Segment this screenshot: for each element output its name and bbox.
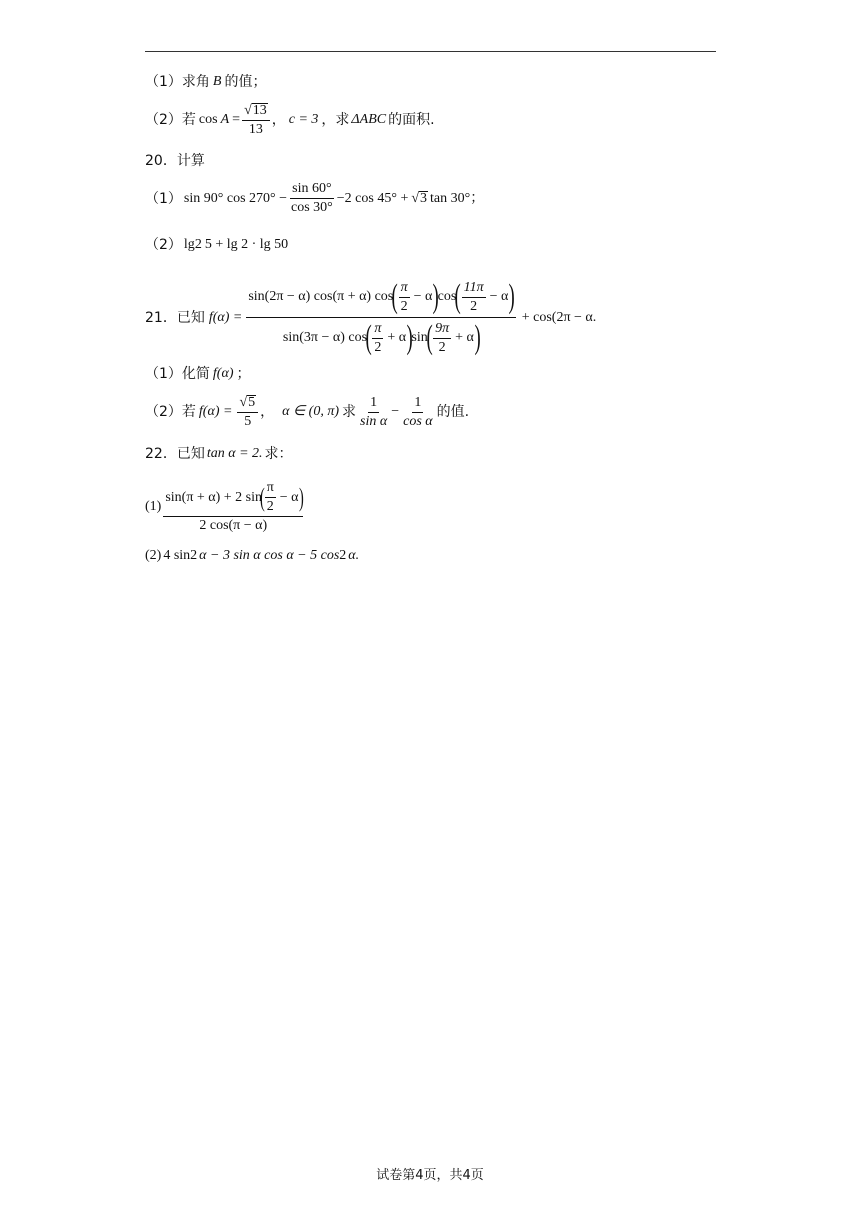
q21-den-plus-alpha-b: + α — [455, 330, 474, 345]
q21-part2-one-a: 1 — [368, 396, 379, 413]
q21-part2-minus: − — [391, 404, 400, 419]
q21-part1 — [145, 367, 250, 381]
q21-den-9pi: 9π — [433, 322, 451, 339]
q21-part2-one-b: 1 — [412, 396, 423, 413]
page-footer: 试卷第4页，共4页 — [376, 1168, 484, 1183]
q19-sep: ， — [271, 112, 286, 128]
q20-part1-expr-c: tan 30°； — [430, 190, 485, 206]
q21-num-two-b: 2 — [470, 298, 478, 314]
q20-part2-sup: 2 — [194, 237, 202, 252]
q19-cos: cos — [198, 112, 218, 127]
q21-tail: + cos(2π − α. — [521, 309, 597, 325]
q19-eq: = — [232, 112, 241, 127]
q22-tan-eq: tan α = 2. — [206, 446, 263, 461]
q21-num-two: 2 — [400, 298, 408, 314]
q20-part2-expr: 5 + lg 2 · lg 50 — [204, 237, 289, 252]
q19-c-eq: c = 3 — [288, 112, 319, 127]
q21-part2-qiu: 求 — [342, 404, 357, 420]
q21-den-sin: sin — [411, 330, 428, 345]
q20-part1-expr-b: −2 cos 45° + — [336, 190, 409, 206]
q20-part1-sqrt3: 3 — [420, 191, 428, 206]
q22-part2-b: α − 3 sin α cos α − 5 cos — [199, 548, 340, 563]
q21-den-plus-alpha: + α — [387, 330, 407, 345]
q21-definition — [145, 280, 596, 355]
q19-part2-prefix: （2）若 — [145, 112, 196, 128]
q22-part1-two: 2 — [266, 499, 274, 514]
q21-part2 — [145, 395, 469, 429]
q22-part1-minus-alpha: − α — [279, 489, 299, 505]
q21-part2-den5: 5 — [244, 414, 252, 429]
q22-part1-pi: π — [265, 481, 276, 498]
q20-title: 20．计算 — [145, 153, 205, 169]
q20-part1-fraction — [289, 182, 335, 215]
q21-main-fraction: sin(2π − α) cos(π + α) cos ( $\frac{\pi}{2}$ − α ) cos ( $\frac{11\pi}{2}$ − α ) sin(3π − α) cos ( $\frac{\pi}{2}$ + α ) sin ( $\frac{9\pi}{2}$ + α ) — [248, 278, 516, 356]
q21-den-two-b: 2 — [438, 339, 446, 355]
q20-part2-lg: lg — [183, 237, 195, 252]
q21-part2-prefix: （2）若 — [145, 404, 196, 420]
q21-part2-frac-cos — [401, 396, 435, 429]
q21-part2-cos: cos α — [403, 413, 433, 429]
q20-part2 — [145, 238, 288, 252]
q21-part1-f: f(α) — [212, 366, 234, 381]
q20-part1-den: cos 30° — [291, 200, 333, 215]
q19-part1 — [145, 75, 266, 89]
q19-part2-mid: ，求 — [321, 112, 350, 128]
q22-part2-sup1: 2 — [190, 548, 198, 563]
q20-part1-num: sin 60° — [290, 182, 333, 199]
q21-part2-sqrt-fraction: √ 5 5 — [237, 395, 258, 429]
q21-den-two: 2 — [374, 339, 382, 355]
q21-num-pi: π — [399, 281, 410, 298]
q22-part2-c: α. — [348, 548, 360, 563]
q20-part1-label: （1） — [145, 190, 182, 207]
q21-part2-sqrt5: 5 — [248, 395, 256, 410]
q21-part2-sin: sin α — [360, 413, 388, 429]
q21-den-pi: π — [372, 322, 383, 339]
q21-num-a: sin(2π − α) cos(π + α) cos — [248, 289, 394, 304]
q20-part2-label: （2） — [145, 237, 182, 253]
q21-num-minus-alpha-b: − α — [489, 289, 509, 304]
q21-part2-sep: ， — [260, 404, 275, 420]
q20-part1: （1） sin 90° cos 270° − $\frac{\sin 60^\circ}{\cos 30^\circ}$ −2 cos 45° + √ 3 tan 30°； — [145, 181, 485, 215]
q21-part2-f: f(α) = — [198, 404, 233, 419]
q22-part1-num-a: sin(π + α) + 2 sin — [165, 489, 263, 505]
q22-part1-label: (1) — [145, 499, 162, 514]
q19-den13: 13 — [248, 122, 263, 137]
q21-num-minus-alpha: − α — [413, 289, 433, 304]
q21-part1-end: ； — [236, 366, 251, 382]
q21-part2-end: 的值. — [436, 404, 470, 420]
q22-title-end: 求： — [264, 446, 293, 462]
q22-title-prefix: 22．已知 — [145, 446, 205, 462]
q21-f-alpha: f(α) = — [208, 309, 243, 325]
q19-fraction: √ 13 13 — [242, 103, 270, 137]
q22-part2 — [145, 549, 359, 563]
header-rule — [145, 51, 716, 52]
q21-part1-text: （1）化简 — [145, 366, 210, 382]
q20-part1-expr-a: sin 90° cos 270° − — [183, 190, 288, 206]
q21-label: 21．已知 — [145, 309, 205, 326]
q19-var-b: B — [212, 74, 222, 89]
q21-num-cos: cos — [437, 289, 457, 304]
q21-part2-frac-sin — [358, 396, 389, 429]
q22-part1-fraction: sin(π + α) + 2 sin ( $\frac{\pi}{2}$ − α ) 2 cos(π − α) — [165, 480, 304, 533]
q19-var-a: A — [220, 112, 230, 127]
q22-part1-den: 2 cos(π − α) — [199, 518, 268, 533]
q22-part1 — [145, 481, 305, 533]
q22-part2-sup2: 2 — [339, 548, 347, 563]
q22-part2-label: (2) — [145, 548, 162, 563]
q19-part1-text: （1）求角 — [145, 74, 210, 90]
q22-part2-a: 4 sin — [163, 548, 191, 563]
q21-num-11pi: 11π — [462, 281, 486, 298]
q21-part2-domain: α ∈ (0, π) — [282, 404, 340, 419]
q19-part2 — [145, 103, 435, 137]
q19-part1-end: 的值； — [224, 74, 267, 90]
q22-title — [145, 447, 293, 461]
q19-sqrt13: 13 — [252, 103, 267, 118]
q19-triangle: ΔABC — [351, 112, 387, 127]
q19-part2-end: 的面积. — [388, 112, 435, 128]
q21-den-a: sin(3π − α) cos — [282, 330, 368, 345]
